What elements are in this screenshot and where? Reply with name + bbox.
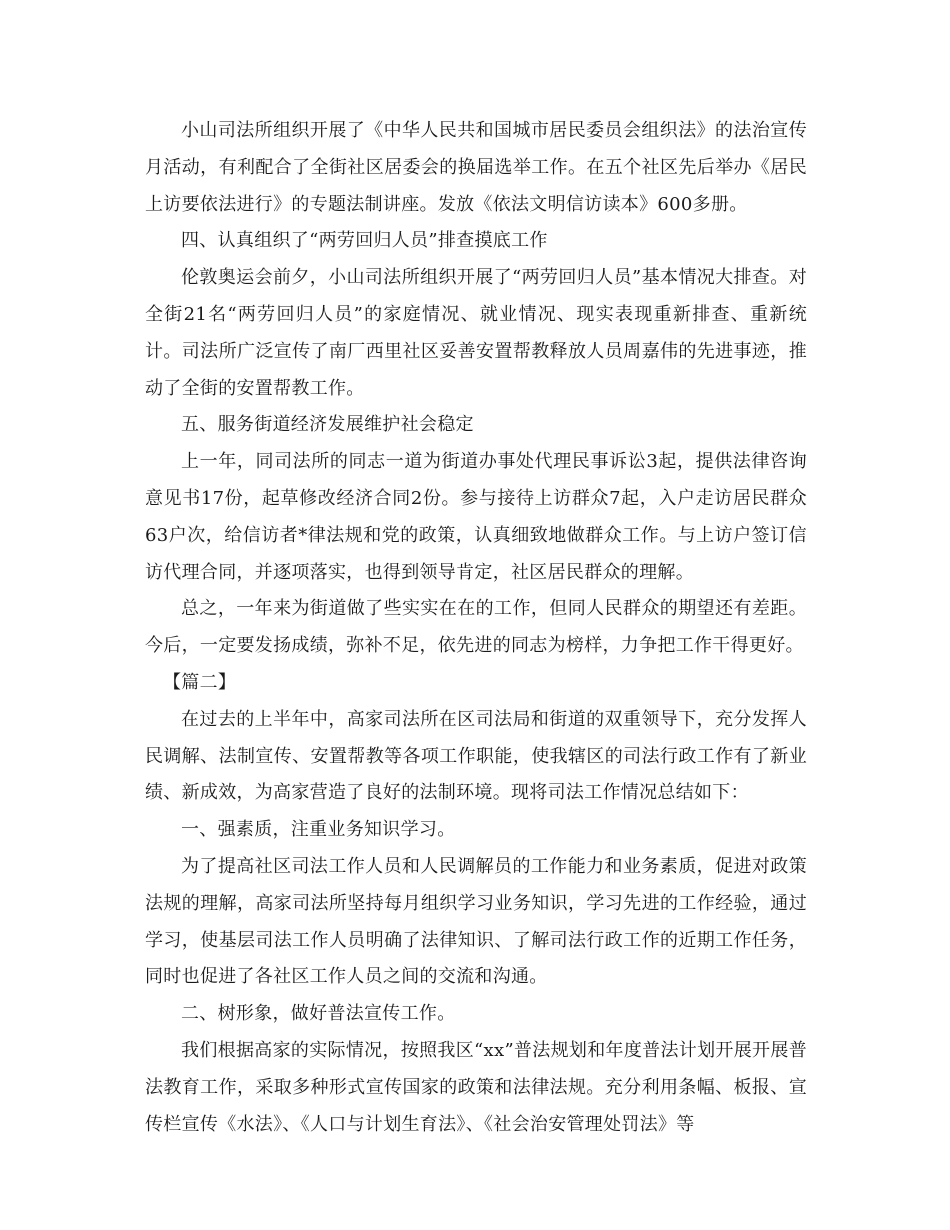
paragraph-professional-study: 为了提高社区司法工作人员和人民调解员的工作能力和业务素质，促进对政策法规的理解，高家司法所坚持每月组织学习业务知识，学习先进的工作经验，通过学习，使基层司法工作人员明确了法律知识、了解司法行政工作的近期工作任务，同时也促进了各社区工作人员之间的交流和沟通。 [145,855,807,988]
heading-improve-quality: 一、强素质，注重业务知识学习。 [181,819,456,841]
paragraph-released-persons-survey: 伦敦奥运会前夕，小山司法所组织开展了“两劳回归人员”基本情况大排查。对全街21名“两劳回归人员”的家庭情况、就业情况、现实表现重新排查、重新统计。司法所广泛宣传了南厂西里社区妥善安置帮教释放人员周嘉伟的先进事迹，推动了全街的安置帮教工作。 [145,267,807,399]
document-body [145,113,807,1143]
section-marker-part-two: 【篇二】 [163,671,237,693]
heading-legal-publicity: 二、树形象，做好普法宣传工作。 [181,1003,456,1025]
paragraph-part-two-intro: 在过去的上半年中，高家司法所在区司法局和街道的双重领导下，充分发挥人民调解、法制宣传、安置帮教等各项工作职能，使我辖区的司法行政工作有了新业绩、新成效，为高家营造了良好的法制环境。现将司法工作情况总结如下： [145,708,807,804]
paragraph-summary: 总之，一年来为街道做了些实实在在的工作，但同人民群众的期望还有差距。今后，一定要发扬成绩，弥补不足，依先进的同志为榜样，力争把工作干得更好。 [145,598,807,657]
heading-section-four: 四、认真组织了“两劳回归人员”排查摸底工作 [181,230,548,252]
paragraph-economic-services: 上一年，同司法所的同志一道为街道办事处代理民事诉讼3起，提供法律咨询意见书17份，起草修改经济合同2份。参与接待上访群众7起，入户走访居民群众63户次，给信访者*律法规和党的政策，认真细致地做群众工作。与上访户签订信访代理合同，并逐项落实，也得到领导肯定，社区居民群众的理解。 [145,451,807,583]
heading-section-five: 五、服务街道经济发展维护社会稳定 [181,414,474,436]
paragraph-legal-publicity-month: 小山司法所组织开展了《中华人民共和国城市居民委员会组织法》的法治宣传月活动，有利配合了全街社区居委会的换届选举工作。在五个社区先后举办《居民上访要依法进行》的专题法制讲座。发放《依法文明信访读本》600多册。 [145,120,807,215]
paragraph-legal-education: 我们根据高家的实际情况，按照我区“xx”普法规划和年度普法计划开展开展普法教育工作，采取多种形式宣传国家的政策和法律法规。充分利用条幅、板报、宣传栏宣传《水法》、《人口与计划生育法》、《社会治安管理处罚法》等 [145,1039,807,1135]
